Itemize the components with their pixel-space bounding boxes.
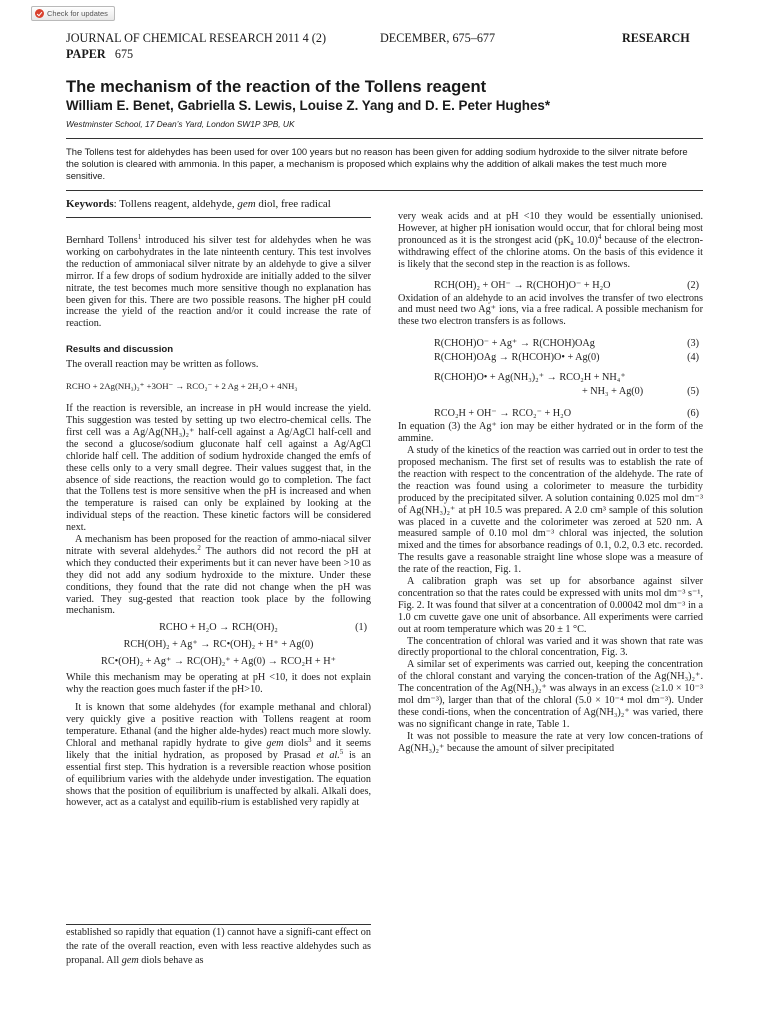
divider xyxy=(66,217,371,218)
divider xyxy=(66,138,703,139)
equation-overall: RCHO + 2Ag(NH₃)₂⁺ +3OH⁻ → RCO₂⁻ + 2 Ag + 2H₂O + 4NH₃ xyxy=(66,381,298,392)
article-type-paper: PAPER xyxy=(66,47,106,61)
reference-link[interactable]: 4 xyxy=(597,232,602,241)
paragraph xyxy=(66,702,371,809)
text: It is known that some aldehydes (for example methanal and chloral) very quickly give a positive reaction with Tollens reagent at room temperature. Ethanal (and the higher alde-hydes) react much more slowly. Chloral and methanal rapidly hydrate to give xyxy=(66,702,371,749)
equation-1b: RCH(OH)₂ + Ag⁺ → RC•(OH)₂ + H⁺ + Ag(0) xyxy=(123,639,314,651)
paragraph: The overall reaction may be written as follows. xyxy=(66,359,259,371)
text: and it seems likely that the initial hydration, as proposed by Prasad xyxy=(66,737,371,761)
equation-text: R(CHOH)OAg → R(HCOH)O• + Ag(0) xyxy=(434,352,600,364)
check-for-updates-button[interactable] xyxy=(31,6,115,21)
equation-number: (5) xyxy=(687,386,699,398)
paragraph: The concentration of chloral was varied and it was shown that rate was directly proportional to the chloral concentration, Fig. 3. xyxy=(398,635,703,659)
equation-1c: RC•(OH)₂ + Ag⁺ → RC(OH)₂⁺ + Ag(0) → RCO₂H + H⁺ xyxy=(101,656,336,668)
text: established so rapidly that equation (1) cannot have a signifi-cant effect on the rate of the overall reaction, even with less reactive aldehydes such as propanal. All xyxy=(66,927,371,966)
equation-text: RCHO + H₂O → RCH(OH)₂ xyxy=(159,622,278,634)
paragraph: While this mechanism may be operating at pH <10, it does not explain why the reaction goes much faster if the pH>10. xyxy=(66,672,371,696)
paragraph: A similar set of experiments was carried out, keeping the concentration of the chloral constant and varying the concen-tration of the Ag(NH₃)₂⁺. The concentration of the Ag(NH₃)₂⁺ was always in an excess (≥1.0 × 10⁻³ mol dm⁻³), larger than that of the chloral (5.0 × 10⁻⁴ mol dm⁻³). Under these condi-tions, when the concentration of Ag(NH₃)₂⁺ was varied, there was no significant change in rate, Table 1. xyxy=(398,659,703,730)
spacer xyxy=(66,330,371,340)
continued-paragraph xyxy=(66,926,371,968)
gem-italic: gem xyxy=(266,737,284,749)
article-type: RESEARCH xyxy=(622,31,690,45)
equation-5: R(CHOH)O• + Ag(NH₃)₂⁺ → RCO₂H + NH₄⁺ xyxy=(434,372,626,384)
equation-6 xyxy=(398,407,703,421)
intro-paragraph xyxy=(66,235,371,330)
check-for-updates-label: Check for updates xyxy=(47,9,108,18)
subscript: a xyxy=(570,238,574,247)
right-column xyxy=(398,211,703,755)
equation-number: (2) xyxy=(687,279,699,291)
text: 10.0) xyxy=(573,234,598,246)
equation-text: RCO₂H + OH⁻ → RCO₂⁻ + H₂O xyxy=(434,408,572,420)
text: because of the electron-withdrawing effect of the chlorine atoms. On the basis of this evidence it is likely that the second step in the reaction is as follows. xyxy=(398,234,703,270)
reference-link[interactable]: 1 xyxy=(137,233,142,241)
paragraph: It was not possible to measure the rate at very low concen-trations of Ag(NH₃)₂⁺ because the amount of silver precipitated xyxy=(398,730,703,754)
paragraph: A study of the kinetics of the reaction was carried out in order to test the proposed mechanism. The first set of results was to establish the rate of the reaction with respect to the concentration of the aldehyde. The rate of the reaction was found using a colorimeter to measure the turbidity produced by the precipitated silver. A solution containing 0.025 mol dm⁻³ of Ag(NH₃)₂⁺ at pH 10.5 was prepared. A 2.0 cm³ sample of this solution was placed in a cuvette and the colorimeter was zeroed at 520 nm. A measured sample of 0.10 mol dm⁻³ chloral was injected, the solution mixed and the times for absorbance readings of 0.1, 0.2, 0.3 etc. recorded. The results gave a reasonable straight line whose slope was a measure of the rate of the reaction, Fig. 1. xyxy=(398,445,703,576)
text: is an essential first step. This hydration is a reversible reaction whose position of equilibrium varies with the aldehyde under investigation. The equation shows that the position of equilibrium is unaffected by alkali. Alkali does, however, act as a catalyst and equilib-rium is established very rapidly at xyxy=(66,749,372,809)
text: A mechanism has been proposed for the reaction of ammo-niacal silver nitrate with several aldehydes. xyxy=(66,534,371,557)
equation-text: RCH(OH)₂ + OH⁻ → R(CHOH)O⁻ + H₂O xyxy=(434,279,611,291)
text: Bernhard Tollens xyxy=(66,235,138,246)
equation-number: (1) xyxy=(355,622,367,634)
check-updates-icon xyxy=(35,9,44,18)
divider xyxy=(66,190,703,191)
paragraph: In equation (3) the Ag⁺ ion may be either hydrated or in the form of the ammine. xyxy=(398,421,703,445)
abstract: The Tollens test for aldehydes has been used for over 100 years but no reason has been given for adding sodium hydroxide to the silver nitrate before the solution is cleared with ammonia. In this paper, a mechanism is proposed which explains why the addition of alkali makes the test much more sensitive. xyxy=(66,146,688,182)
paragraph xyxy=(398,211,703,271)
text: The authors did not record the pH at which they conducted their experiments but it can never have been >10 as they did not add any sodium hydroxide to the mixture. Under these conditions, they found that the rate did not change when the pH was varied. They sug-gested that reaction took place by the following mechanism. xyxy=(66,545,371,617)
keywords-text: : Tollens reagent, aldehyde, xyxy=(113,198,238,210)
equation-number: (4) xyxy=(687,352,699,364)
gem-italic: gem xyxy=(121,955,139,966)
page-number: 675 xyxy=(114,47,134,61)
paper-title: The mechanism of the reaction of the Tollens reagent xyxy=(66,77,487,96)
footer-divider xyxy=(66,924,371,925)
paragraph xyxy=(66,534,371,617)
equation-number: (6) xyxy=(687,408,699,420)
text: diols xyxy=(283,737,309,749)
section-heading: Results and discussion xyxy=(66,344,174,356)
author-list: William E. Benet, Gabriella S. Lewis, Louise Z. Yang and D. E. Peter Hughes* xyxy=(66,98,551,113)
text: very weak acids and at pH <10 they would be essentially unionised. However, at higher pH ionisation would occur, that for chloral being most pronounced as it is the strongest acid (pK xyxy=(398,211,703,246)
equation-2 xyxy=(398,279,703,293)
keywords-label: Keywords xyxy=(66,198,114,210)
left-column xyxy=(66,235,371,809)
et-al-italic: et al. xyxy=(316,749,340,761)
equation-4 xyxy=(398,351,703,365)
journal-citation: JOURNAL OF CHEMICAL RESEARCH 2011 4 (2) xyxy=(66,31,327,45)
paragraph: A calibration graph was set up for absorbance against silver concentration so that the rates could be expressed with units mol dm⁻³ s⁻¹, Fig. 2. It was found that silver at a concentration of 0.00042 mol dm⁻³ in a 1.0 cm cuvette gave one unit of absorbance. All experiments were carried out at room temperature which was 20 ± 1 °C. xyxy=(398,576,703,635)
equation-text: + NH₃ + Ag(0) xyxy=(582,386,644,398)
issue-date-pages: DECEMBER, 675–677 xyxy=(380,31,496,45)
reference-link[interactable]: 2 xyxy=(197,543,201,552)
text: diols behave as xyxy=(138,955,204,966)
equation-text: R(CHOH)O⁻ + Ag⁺ → R(CHOH)OAg xyxy=(434,338,595,350)
reference-link[interactable]: 3 xyxy=(308,735,312,744)
equation-5-cont xyxy=(398,385,703,399)
keywords-text-end: diol, free radical xyxy=(255,198,331,210)
paragraph: Oxidation of an aldehyde to an acid involves the transfer of two electrons and must need two Ag⁺ ions, via a free radical. A possible mechanism for these two electron transfers is as follows. xyxy=(398,292,703,328)
equation-3 xyxy=(398,337,703,351)
affiliation: Westminster School, 17 Dean’s Yard, London SW1P 3PB, UK xyxy=(66,119,295,129)
equation-number: (3) xyxy=(687,338,699,350)
keywords xyxy=(66,198,702,211)
paragraph: If the reaction is reversible, an increase in pH would increase the yield. This suggestion was tested by setting up two electro-chemical cells. The first cell was a Ag/Ag(NH₃)₂⁺ half-cell against a Ag/AgCl half-cell and the second a glucose/sodium gluconate half cell against a Ag/AgCl chloride half cell. The addition of sodium hydroxide changed the emfs of these cells only to a very small degree. Their values suggest that, in the absence of side reactions, the reaction would go to completion. The fact that the Tollens test is more sensitive when the pH is increased and when the temperature is raised can only be explained by looking at the individual steps of the reaction. These kinetic factors will be considered next. xyxy=(66,403,371,534)
equation-1 xyxy=(66,621,371,635)
reference-link[interactable]: 5 xyxy=(339,747,344,756)
article-type-line2 xyxy=(66,47,133,62)
text: introduced his silver test for aldehydes when he was working on carbohydrates in the late ninteenth century. This test involves the reduction of ammoniacal silver nitrate by an aldehyde to give a silver mirror. If a few drops of sodium hydroxide are initially added to the silver nitrate, the test becomes much more sensitive though no explanation has been given for this. There are two possible reasons. The higher pH could increase the yield of the reaction and/or it could increase the rate of reaction. xyxy=(66,235,372,330)
keywords-gem: gem xyxy=(237,198,256,210)
